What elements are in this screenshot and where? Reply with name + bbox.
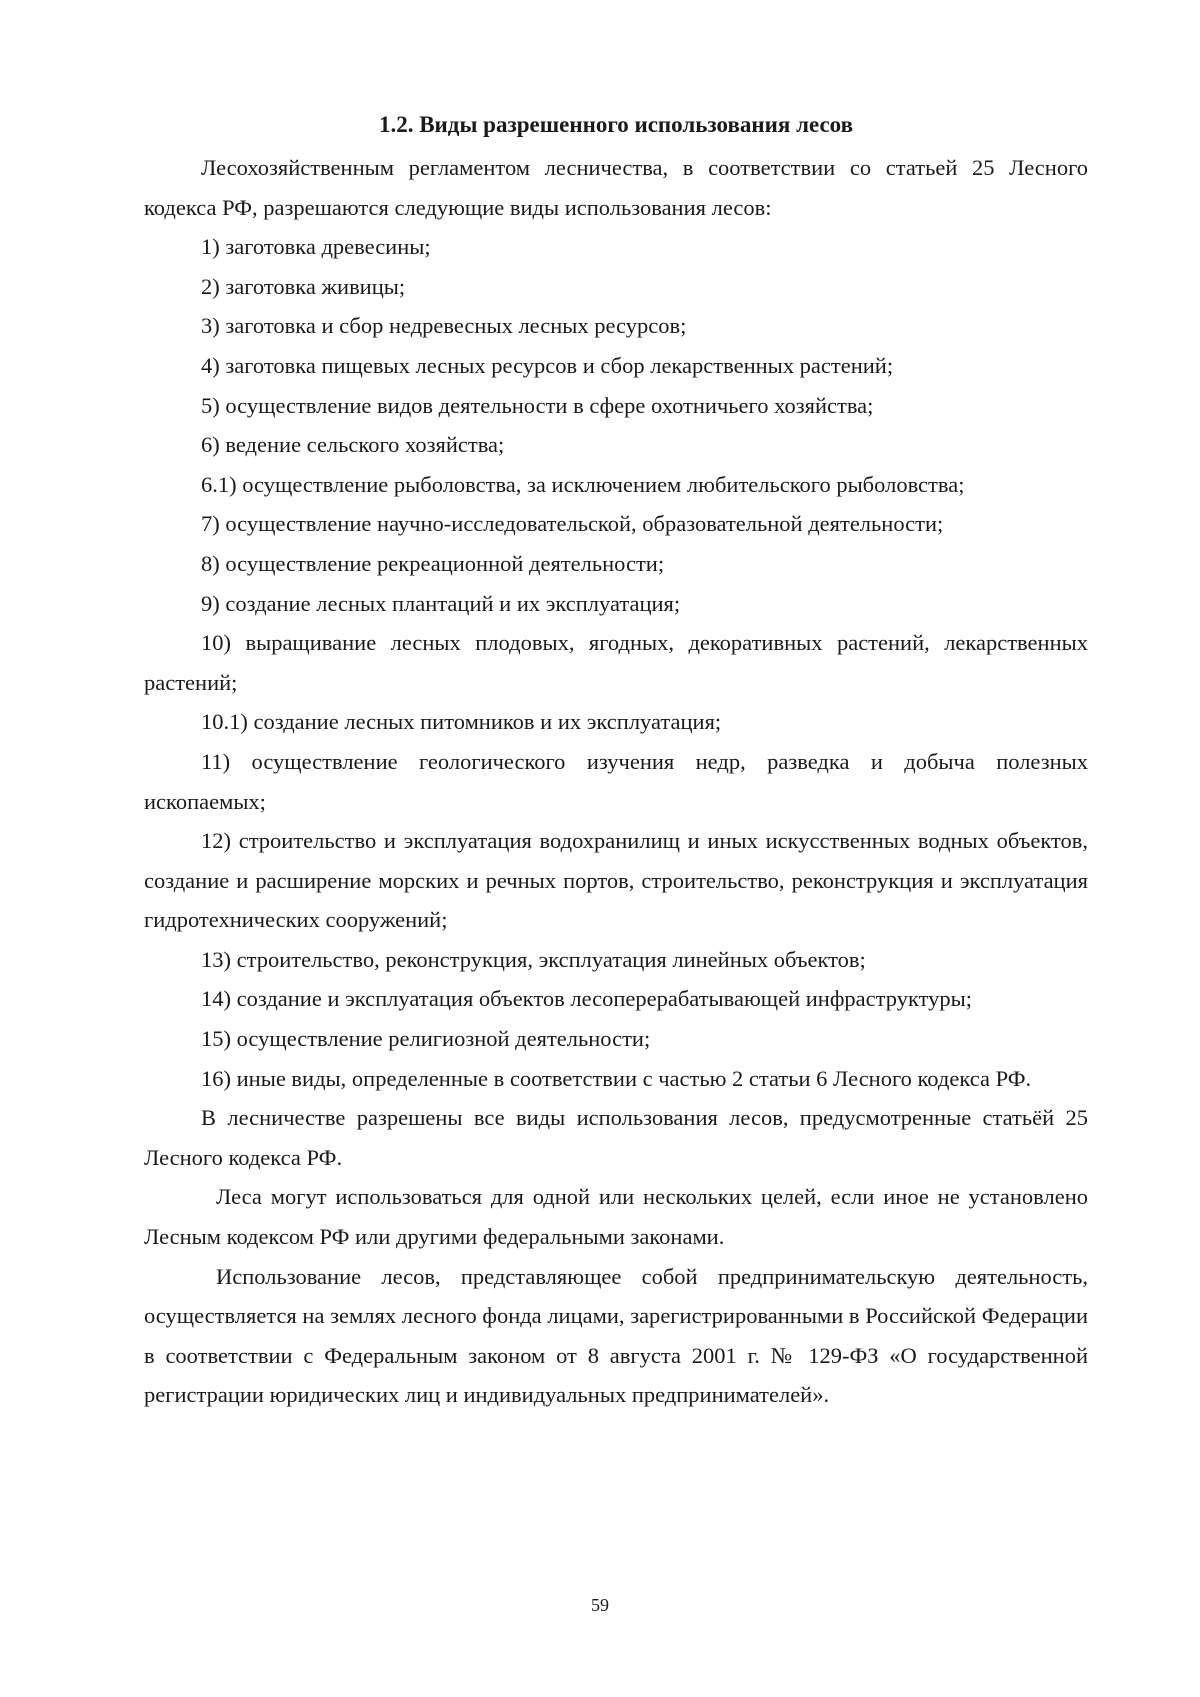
list-item: 7) осуществление научно-исследовательской, образовательной деятельности; [201, 511, 944, 537]
body-paragraph: Использование лесов, представляющее собой предпринимательскую деятельность, осуществляется на землях лесного фонда лицами, зарегистрированными в Российской Федерации в соответствии с Федеральным законом от 8 августа 2001 г. № 129-ФЗ «О государственной регистрации юридических лиц и индивидуальных предпринимателей». [144, 1263, 1088, 1408]
body-paragraph: Леса могут использоваться для одной или нескольких целей, если иное не установлено Лесным кодексом РФ или другими федеральными законами. [144, 1184, 1088, 1250]
list-item: 4) заготовка пищевых лесных ресурсов и сбор лекарственных растений; [201, 352, 894, 378]
document-page [144, 110, 1088, 1415]
page-number: 59 [591, 1595, 609, 1615]
list-item: 15) осуществление религиозной деятельности; [201, 1026, 651, 1052]
list-item: 11) осуществление геологического изучения недр, разведка и добыча полезных ископаемых; [144, 748, 1088, 814]
list-item: 12) строительство и эксплуатация водохранилищ и иных искусственных водных объектов, создание и расширение морских и речных портов, строительство, реконструкция и эксплуатация гидротехнических сооружений; [144, 828, 1088, 933]
intro-paragraph: Лесохозяйственным регламентом лесничества, в соответствии со статьей 25 Лесного кодекса РФ, разрешаются следующие виды использования лесов: [144, 155, 1088, 220]
list-item: 1) заготовка древесины; [201, 234, 431, 260]
list-item: 13) строительство, реконструкция, эксплуатация линейных объектов; [201, 946, 866, 972]
list-item: 14) создание и эксплуатация объектов лесоперерабатывающей инфраструктуры; [201, 986, 972, 1012]
list-item: 10) выращивание лесных плодовых, ягодных, декоративных растений, лекарственных растений; [144, 630, 1088, 695]
list-item: 3) заготовка и сбор недревесных лесных ресурсов; [201, 313, 687, 339]
list-item: 5) осуществление видов деятельности в сфере охотничьего хозяйства; [201, 392, 874, 418]
list-item: 6) ведение сельского хозяйства; [201, 432, 505, 458]
list-item: 10.1) создание лесных питомников и их эксплуатация; [201, 709, 722, 735]
list-item: 8) осуществление рекреационной деятельности; [201, 550, 665, 576]
list-item: 2) заготовка живицы; [201, 273, 406, 299]
list-item: 6.1) осуществление рыболовства, за исключением любительского рыболовства; [201, 471, 965, 497]
section-heading: 1.2. Виды разрешенного использования лесов [378, 112, 854, 137]
body-paragraph: В лесничестве разрешены все виды использования лесов, предусмотренные статьёй 25 Лесного кодекса РФ. [144, 1105, 1088, 1170]
list-item: 9) создание лесных плантаций и их эксплуатация; [201, 590, 681, 616]
list-item: 16) иные виды, определенные в соответствии с частью 2 статьи 6 Лесного кодекса РФ. [201, 1065, 1032, 1091]
